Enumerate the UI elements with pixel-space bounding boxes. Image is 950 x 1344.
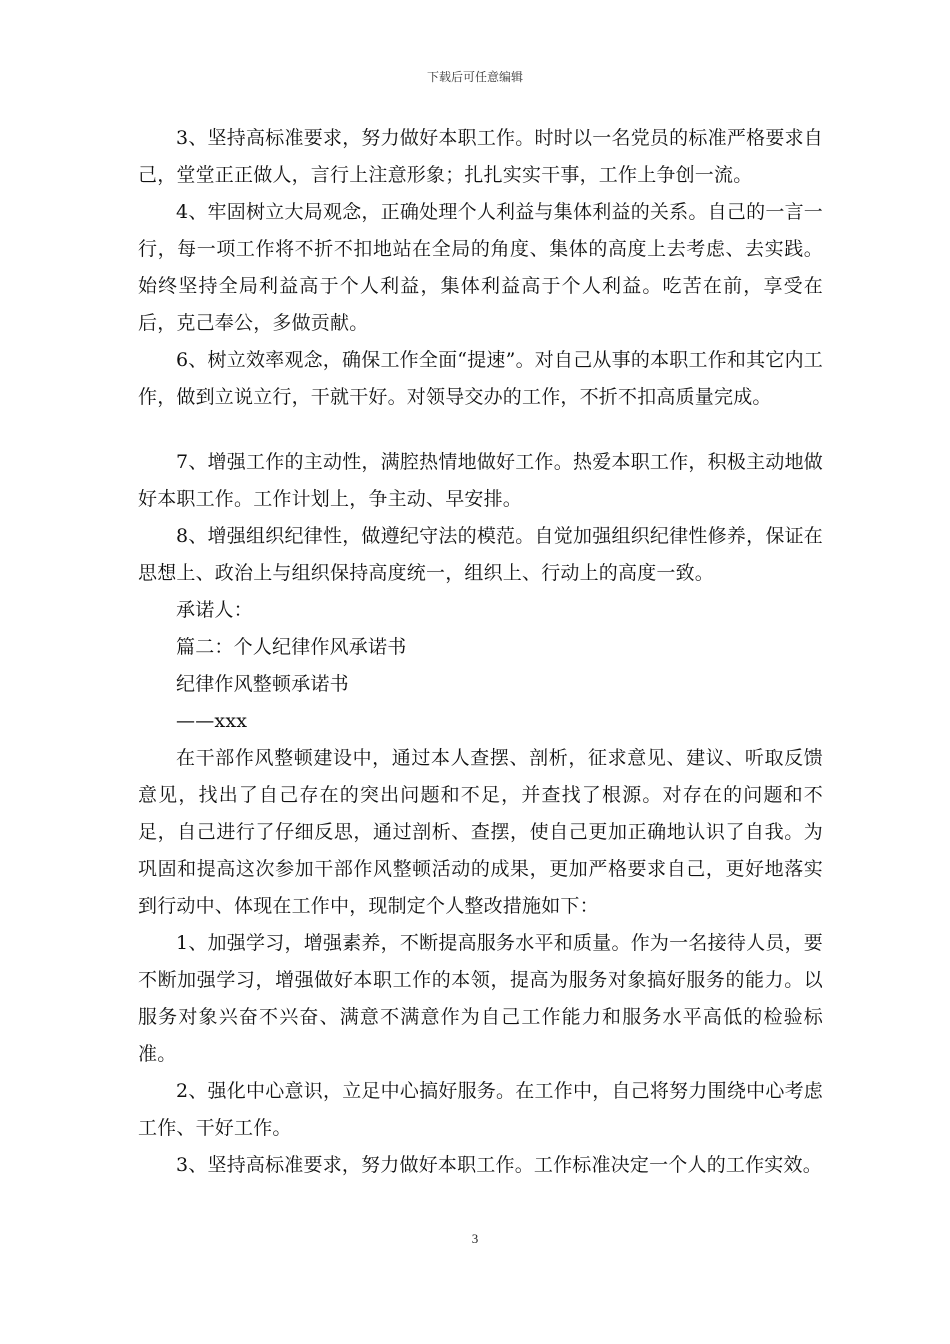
section-title: 篇二：个人纪律作风承诺书 <box>176 636 407 658</box>
paragraph-item-7: 7、增强工作的主动性，满腔热情地做好工作。热爱本职工作，积极主动地做好本职工作。工作计划上，争主动、早安排。 <box>138 451 823 510</box>
paragraph-item-3: 3、坚持高标准要求，努力做好本职工作。时时以一名党员的标准严格要求自己，堂堂正正做人，言行上注意形象；扎扎实实干事，工作上争创一流。 <box>138 127 823 186</box>
page-number: 3 <box>471 1231 479 1246</box>
page-header: 下载后可任意编辑 <box>426 70 523 84</box>
paragraph-gap <box>138 416 823 444</box>
document-body <box>138 120 823 1184</box>
promisor-label: 承诺人： <box>176 599 253 621</box>
document-title: 纪律作风整顿承诺书 <box>176 673 349 695</box>
paragraph-item-4: 4、牢固树立大局观念，正确处理个人利益与集体利益的关系。自己的一言一行，每一项工作将不折不扣地站在全局的角度、集体的高度上去考虑、去实践。始终坚持全局利益高于个人利益，集体利益高于个人利益。吃苦在前，享受在后，克己奉公，多做贡献。 <box>138 201 823 334</box>
measure-item-3: 3、坚持高标准要求，努力做好本职工作。工作标准决定一个人的工作实效。 <box>176 1154 822 1176</box>
paragraph-item-6: 6、树立效率观念，确保工作全面“提速”。对自己从事的本职工作和其它内工作，做到立说立行，干就干好。对领导交办的工作，不折不扣高质量完成。 <box>138 349 823 408</box>
author-line: ——xxx <box>176 710 248 732</box>
paragraph-item-8: 8、增强组织纪律性，做遵纪守法的模范。自觉加强组织纪律性修养，保证在思想上、政治上与组织保持高度统一，组织上、行动上的高度一致。 <box>138 525 823 584</box>
measure-item-1: 1、加强学习，增强素养，不断提高服务水平和质量。作为一名接待人员，要不断加强学习，增强做好本职工作的本领，提高为服务对象搞好服务的能力。以服务对象兴奋不兴奋、满意不满意作为自己工作能力和服务水平高低的检验标准。 <box>138 932 823 1065</box>
intro-paragraph: 在干部作风整顿建设中，通过本人查摆、剖析，征求意见、建议、听取反馈意见，找出了自己存在的突出问题和不足，并查找了根源。对存在的问题和不足，自己进行了仔细反思，通过剖析、查摆，使自己更加正确地认识了自我。为巩固和提高这次参加干部作风整顿活动的成果，更加严格要求自己，更好地落实到行动中、体现在工作中，现制定个人整改措施如下： <box>138 747 823 917</box>
measure-item-2: 2、强化中心意识，立足中心搞好服务。在工作中，自己将努力围绕中心考虑工作、干好工作。 <box>138 1080 823 1139</box>
